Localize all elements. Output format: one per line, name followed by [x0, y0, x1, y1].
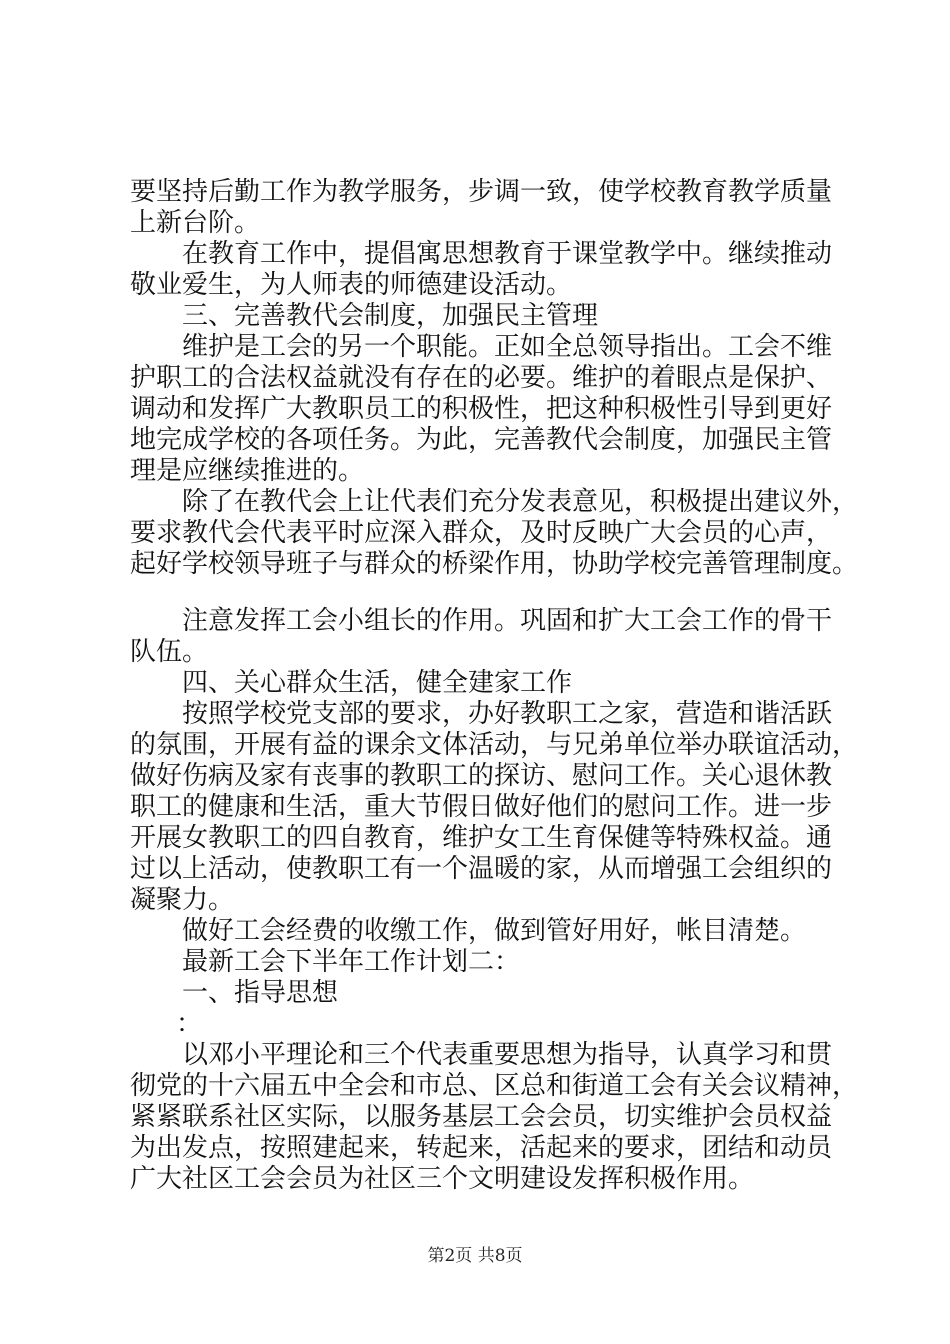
- text-line: 队伍。: [130, 637, 209, 667]
- text-line: 理是应继续推进的。: [130, 456, 365, 486]
- text-line: 过以上活动，使教职工有一个温暖的家，从而增强工会组织的: [130, 854, 833, 884]
- text-line: 彻党的十六届五中全会和市总、区总和街道工会有关会议精神，: [130, 1071, 859, 1101]
- text-line: 的氛围，开展有益的课余文体活动，与兄弟单位举办联谊活动，: [130, 730, 859, 760]
- section-heading: 一、指导思想: [182, 978, 339, 1008]
- text-line: 最新工会下半年工作计划二：: [182, 947, 521, 977]
- text-line: 调动和发挥广大教职员工的积极性，把这种积极性引导到更好: [130, 394, 833, 424]
- text-line: 要坚持后勤工作为教学服务，步调一致，使学校教育教学质量: [130, 177, 833, 207]
- text-line: 开展女教职工的四自教育，维护女工生育保健等特殊权益。通: [130, 823, 833, 853]
- text-line: 广大社区工会会员为社区三个文明建设发挥积极作用。: [130, 1164, 755, 1194]
- text-line: 地完成学校的各项任务。为此，完善教代会制度，加强民主管: [130, 425, 833, 455]
- page-number-footer: 第2页 共8页: [427, 1246, 523, 1266]
- text-line: 在教育工作中，提倡寓思想教育于课堂教学中。继续推动: [182, 239, 833, 269]
- text-line: 职工的健康和生活，重大节假日做好他们的慰问工作。进一步: [130, 792, 833, 822]
- text-line: 上新台阶。: [130, 208, 261, 238]
- text-line: 紧紧联系社区实际，以服务基层工会会员，切实维护会员权益: [130, 1102, 833, 1132]
- text-line: 维护是工会的另一个职能。正如全总领导指出。工会不维: [182, 332, 833, 362]
- text-line: 按照学校党支部的要求，办好教职工之家，营造和谐活跃: [182, 699, 833, 729]
- text-line: 起好学校领导班子与群众的桥梁作用，协助学校完善管理制度。: [130, 549, 859, 579]
- section-heading: 三、完善教代会制度，加强民主管理: [182, 301, 599, 331]
- text-line: ：: [176, 1009, 203, 1039]
- text-line: 敬业爱生，为人师表的师德建设活动。: [130, 270, 573, 300]
- text-line: 以邓小平理论和三个代表重要思想为指导，认真学习和贯: [182, 1040, 833, 1070]
- text-line: 凝聚力。: [130, 885, 235, 915]
- text-line: 护职工的合法权益就没有存在的必要。维护的着眼点是保护、: [130, 363, 833, 393]
- section-heading: 四、关心群众生活，健全建家工作: [182, 668, 573, 698]
- text-line: 注意发挥工会小组长的作用。巩固和扩大工会工作的骨干: [182, 606, 833, 636]
- text-line: 做好工会经费的收缴工作，做到管好用好，帐目清楚。: [182, 916, 807, 946]
- text-line: 做好伤病及家有丧事的教职工的探访、慰问工作。关心退休教: [130, 761, 833, 791]
- text-line: 除了在教代会上让代表们充分发表意见，积极提出建议外，: [182, 487, 859, 517]
- text-line: 为出发点，按照建起来，转起来，活起来的要求，团结和动员: [130, 1133, 833, 1163]
- text-line: 要求教代会代表平时应深入群众，及时反映广大会员的心声，: [130, 518, 833, 548]
